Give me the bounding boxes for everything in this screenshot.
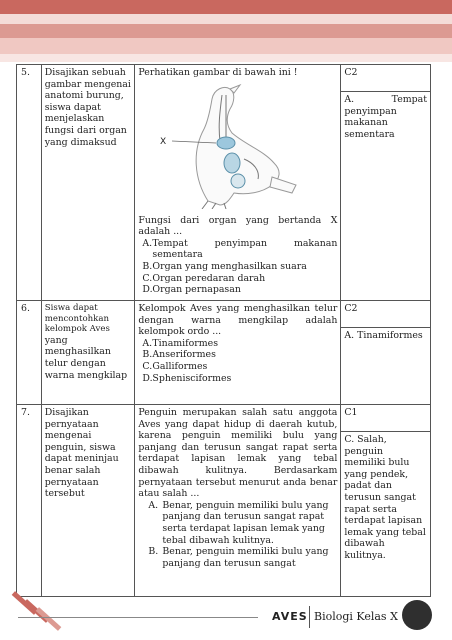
answer-cell (341, 301, 431, 405)
indicator-text: yang menghasilkan telur dengan warna mengkilap (44, 334, 128, 381)
indicator-text-small: Siswa dapat mencontohkan kelompok Aves (44, 303, 110, 335)
answer-key: C. Salah, penguin memiliki bulu yang pendek, padat dan terusun sangat rapat serta terdapat lapisan lemak yang tebal dibawah kulitnya. (344, 434, 426, 561)
page-circle (402, 600, 432, 630)
option-item: B. Organ yang menghasilkan suara (142, 260, 307, 272)
row-number: 5. (17, 65, 42, 301)
cognitive-level: C1 (341, 405, 430, 432)
table-row (17, 301, 431, 405)
footer-title: Biologi Kelas X (314, 610, 398, 623)
question-table (16, 64, 431, 597)
indicator-text: Disajikan sebuah gambar mengenai anatomi burung, siswa dapat menjelaskan fungsi dari organ yang dimaksud (41, 65, 135, 301)
answer-key: A. Tinamiformes (344, 330, 423, 341)
options-list (138, 238, 337, 296)
question-cell (135, 301, 341, 405)
indicator-text: Disajikan pernyataan mengenai penguin, siswa dapat meninjau benar salah pernyataan tersebut (41, 405, 135, 597)
header-band (0, 54, 452, 62)
answer-cell (341, 405, 431, 597)
option-item: A. Benar, penguin memiliki bulu yang panjang dan terusun sangat rapat serta terdapat lapisan lemak yang tebal dibawah kulitnya. (148, 499, 329, 546)
option-item: C. Galliformes (142, 360, 208, 372)
table-row (17, 405, 431, 597)
bird-anatomy-image (146, 81, 316, 209)
question-stem: Penguin merupakan salah satu anggota Aves yang dapat hidup di daerah kutub, karena penguin memiliki bulu yang panjang dan terusun sangat rapat serta terdapat lapisan lemak yang tebal dibawah kulitnya. Berdasarkam pernyataan tersebut menurut anda benar atau salah ... (138, 407, 338, 500)
option-item: B. Benar, penguin memiliki bulu yang panjang dan terusun sangat (148, 546, 329, 569)
decorative-slash (36, 607, 62, 631)
answer-cell (341, 65, 431, 301)
option-item: D. Organ pernapasan (142, 284, 241, 296)
option-item: B. Anseriformes (142, 349, 216, 361)
row-number: 7. (17, 405, 42, 597)
option-item: A. Tempat penyimpan makanan sementara (142, 237, 338, 261)
cognitive-level: C2 (341, 301, 430, 328)
header-band (0, 24, 452, 38)
question-stem: Kelompok Aves yang menghasilkan telur dengan warna mengkilap adalah kelompok ordo ... (138, 303, 338, 338)
header-band (0, 0, 452, 14)
indicator-cell (41, 301, 135, 405)
header-band (0, 38, 452, 54)
question-intro: Perhatikan gambar di bawah ini ! (138, 67, 298, 78)
row-number: 6. (17, 301, 42, 405)
options-list (138, 338, 337, 384)
footer-rule (18, 617, 258, 618)
question-stem: Fungsi dari organ yang bertanda X adalah ... (138, 214, 338, 238)
footer-topic: AVES (272, 610, 308, 623)
image-label-x: X (160, 136, 167, 147)
option-item: A. Tinamiformes (142, 337, 219, 349)
option-item: C. Organ peredaran darah (142, 272, 266, 284)
options-list (138, 500, 337, 570)
table-row (17, 65, 431, 301)
question-cell (135, 65, 341, 301)
option-item: D. Sphenisciformes (142, 372, 232, 384)
cognitive-level: C2 (341, 65, 430, 92)
question-cell (135, 405, 341, 597)
footer-separator (309, 606, 310, 628)
header-band (0, 14, 452, 24)
answer-key: A. Tempat penyimpan makanan sementara (344, 94, 427, 140)
